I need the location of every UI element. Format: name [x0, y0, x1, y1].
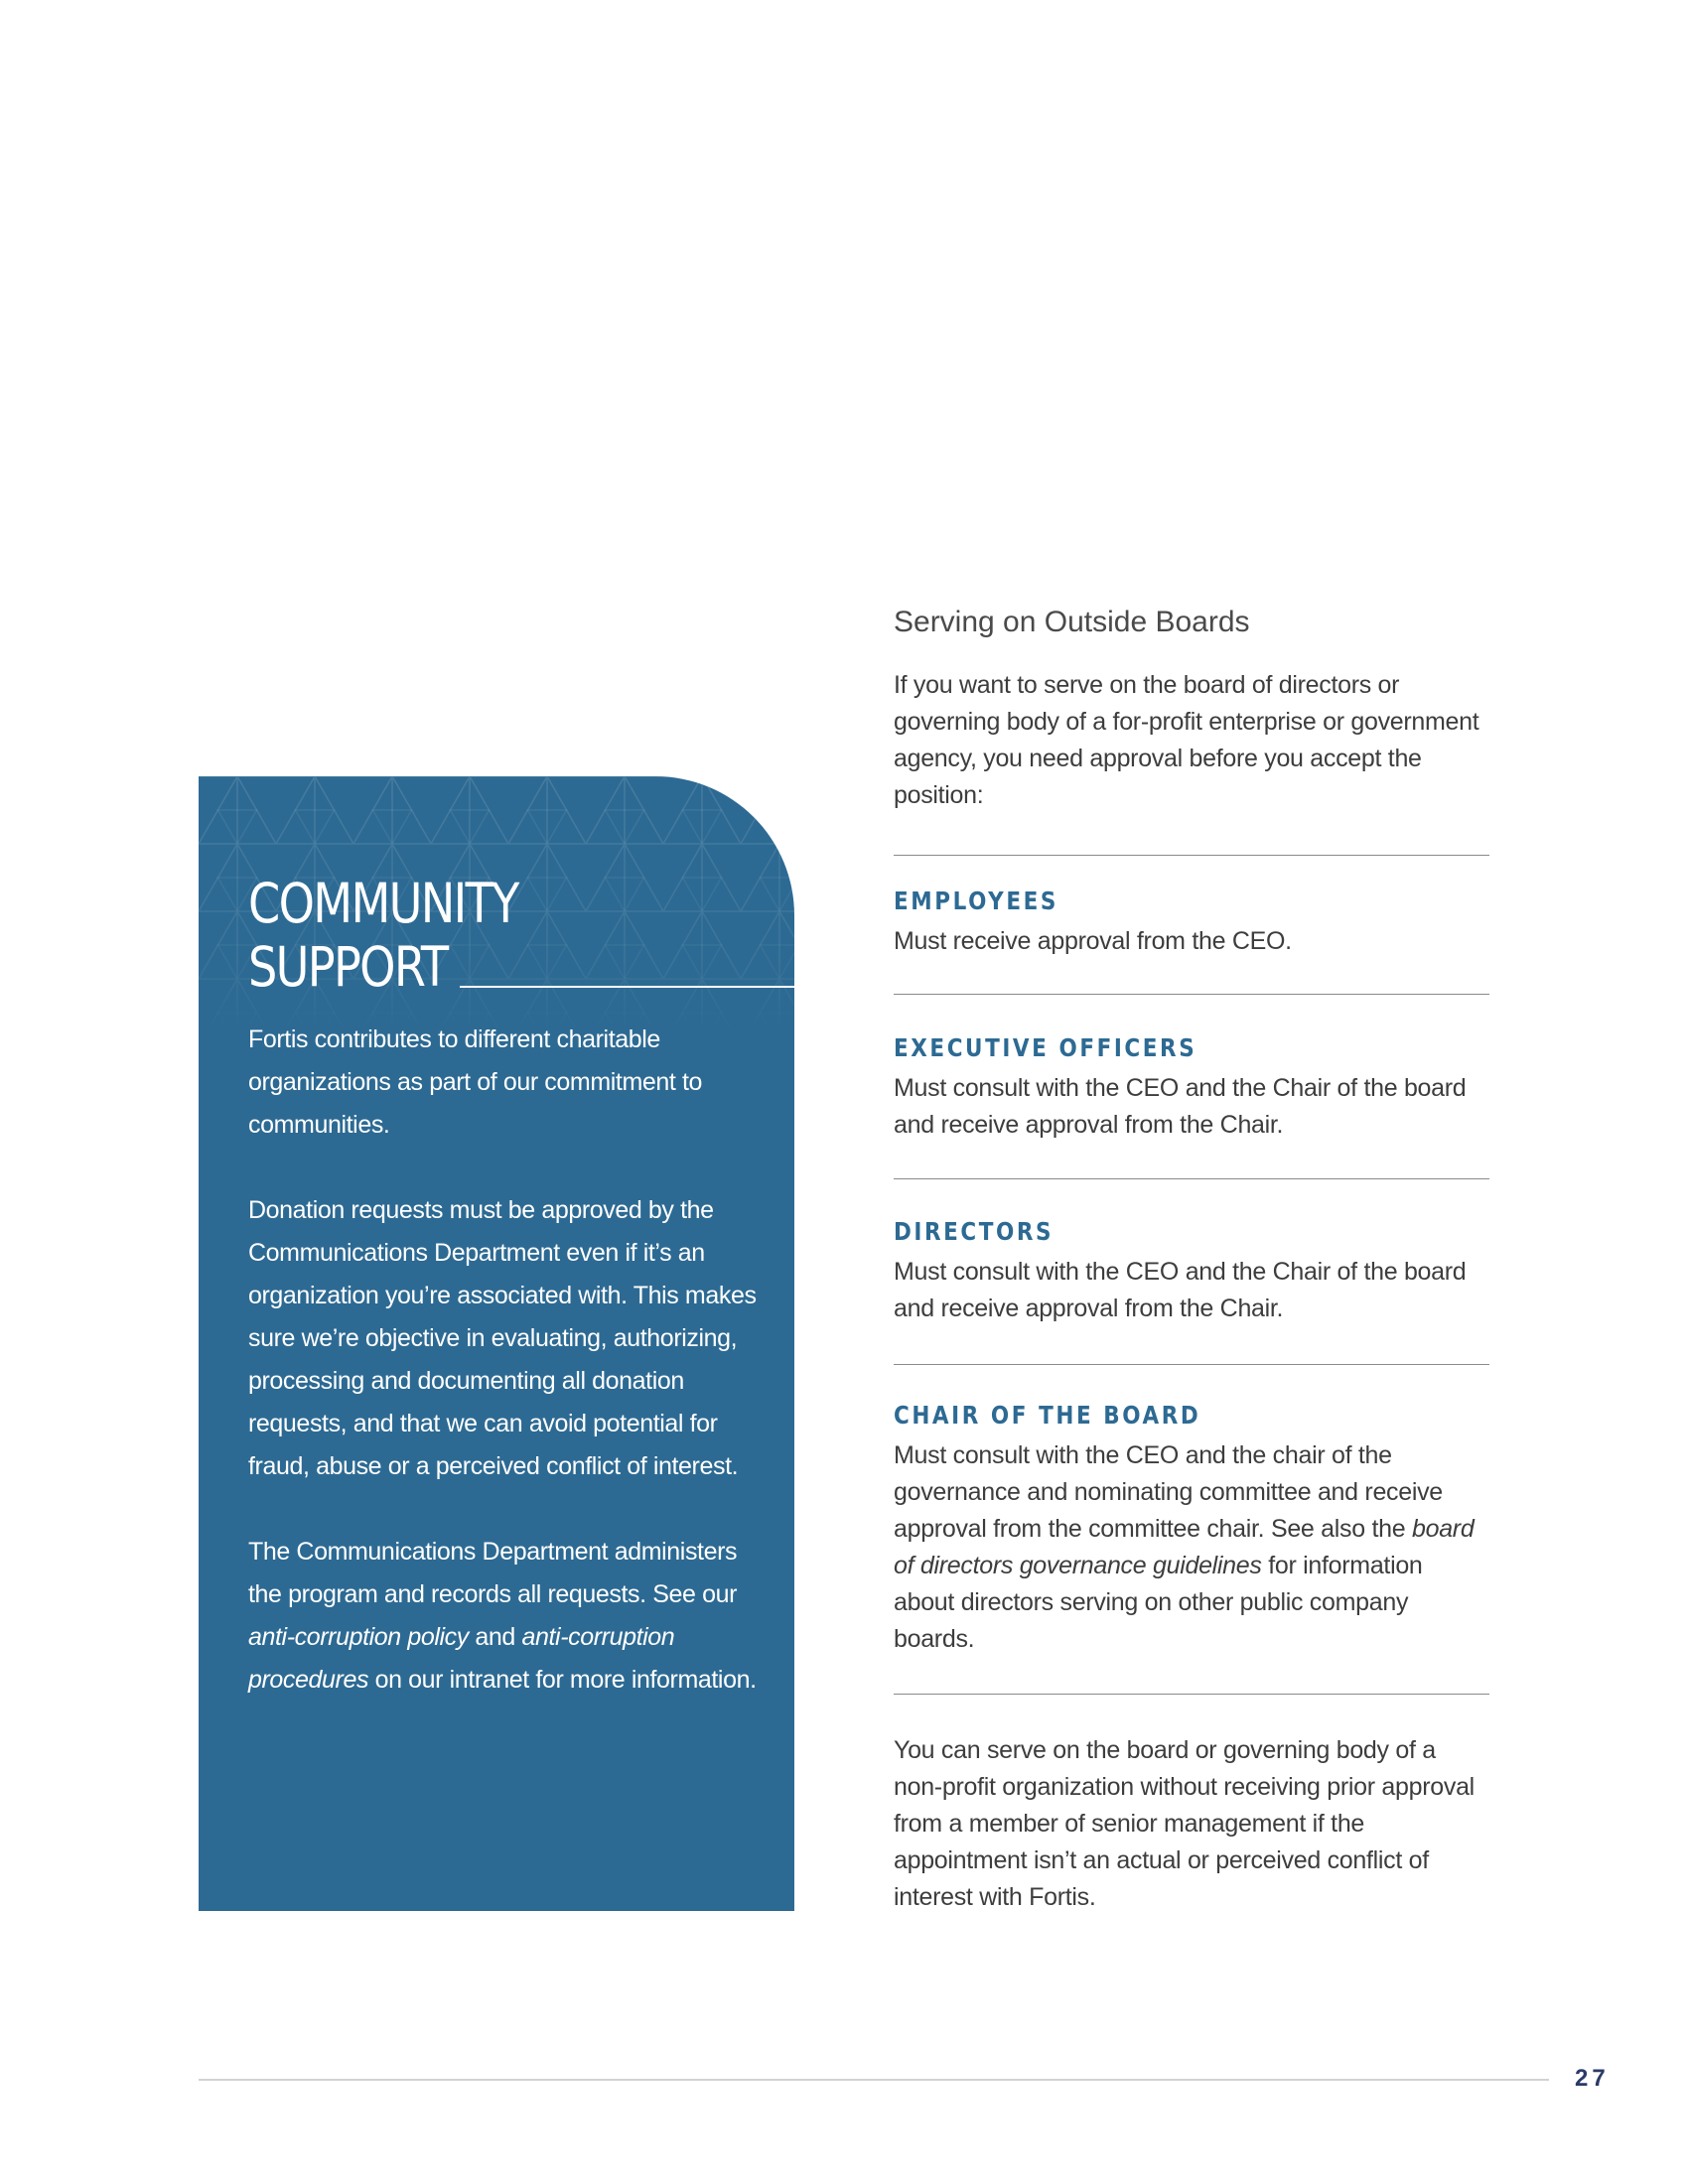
title-line-1: COMMUNITY — [248, 872, 518, 935]
community-support-body — [248, 1019, 765, 1744]
role-heading-employees: EMPLOYEES — [894, 887, 1058, 915]
section-title: Serving on Outside Boards — [894, 606, 1250, 638]
page-number: 27 — [1575, 2065, 1610, 2092]
community-paragraph-1: Fortis contributes to different charitable organizations as part of our commitment to communities. — [248, 1025, 703, 1139]
divider — [894, 1694, 1489, 1695]
governance-guidelines-link[interactable]: board of directors governance guidelines — [894, 1515, 1475, 1579]
role-text-chair — [894, 1437, 1489, 1658]
divider — [894, 1364, 1489, 1365]
role-heading-chair: CHAIR OF THE BOARD — [894, 1401, 1201, 1430]
intro-paragraph: If you want to serve on the board of directors or governing body of a for-profit enterprise or government agency, you need approval before you accept the position: — [894, 671, 1479, 809]
title-underline — [460, 986, 794, 988]
community-support-panel — [199, 776, 794, 1911]
role-text-directors: Must consult with the CEO and the Chair of the board and receive approval from the Chair. — [894, 1258, 1467, 1322]
see-also-text: See also the — [1270, 1515, 1412, 1543]
paragraph-text: on our intranet for more information. — [368, 1666, 757, 1694]
role-heading-executive-officers: EXECUTIVE OFFICERS — [894, 1033, 1197, 1062]
divider — [894, 994, 1489, 995]
paragraph-text: The Communications Department administers the program and records all requests. See our — [248, 1538, 738, 1608]
role-text-employees: Must receive approval from the CEO. — [894, 927, 1292, 955]
footer-rule — [199, 2079, 1549, 2081]
community-support-title — [248, 872, 518, 999]
anti-corruption-procedures-link[interactable]: anti-corruption procedures — [248, 1623, 675, 1694]
role-text: Must consult with the CEO and the chair of the governance and nominating committee and receive approval from the committee chair. — [894, 1441, 1443, 1543]
community-paragraph-2: Donation requests must be approved by the Communications Department even if it’s an organization you’re associated with. This makes sure we’re objective in evaluating, authorizing, processing and documenting all donation requests, and that we can avoid potential for fraud, abuse or a perceived conflict of interest. — [248, 1196, 757, 1480]
anti-corruption-policy-link[interactable]: anti-corruption policy — [248, 1623, 469, 1651]
divider — [894, 1178, 1489, 1179]
see-also-text: for information about directors serving on other public company boards. — [894, 1552, 1423, 1653]
non-profit-paragraph: You can serve on the board or governing body of a non-profit organization without receiving prior approval from a member of senior management if the appointment isn’t an actual or perceived conflict of interest with Fortis. — [894, 1736, 1475, 1911]
title-line-2: SUPPORT — [248, 935, 448, 999]
divider — [894, 855, 1489, 856]
paragraph-text: and — [468, 1623, 522, 1651]
community-paragraph-3 — [248, 1531, 765, 1702]
role-heading-directors: DIRECTORS — [894, 1217, 1055, 1246]
role-text-executive-officers: Must consult with the CEO and the Chair of the board and receive approval from the Chair. — [894, 1074, 1467, 1139]
